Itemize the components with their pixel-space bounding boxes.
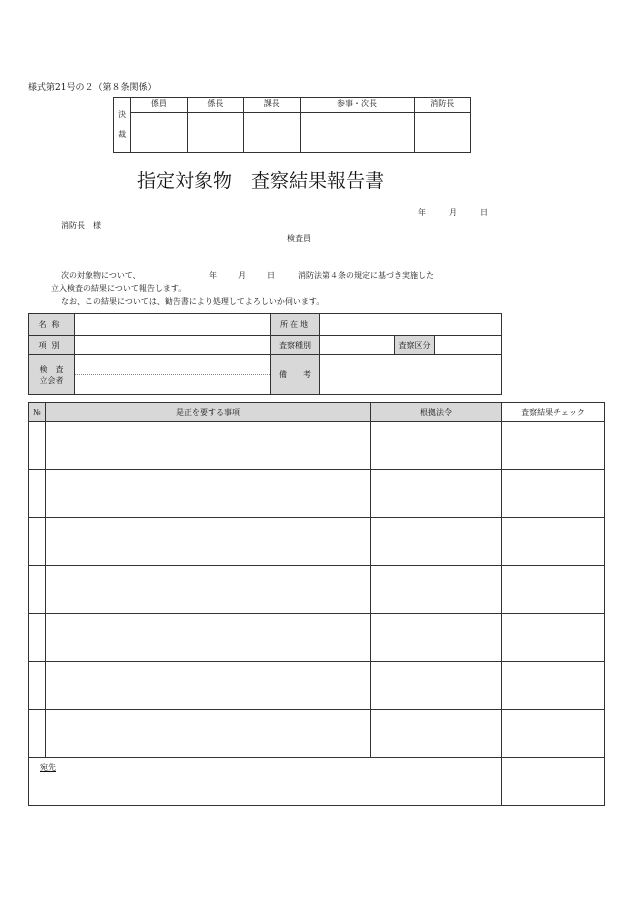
row-legal-basis-cell[interactable]: [371, 470, 502, 518]
row-correction-cell[interactable]: [46, 566, 371, 614]
item-field[interactable]: [75, 336, 271, 355]
table-footer-row: [29, 758, 605, 806]
form-number: 様式第21号の２（第８条関係）: [28, 83, 157, 93]
approval-col-staff: 係員: [131, 98, 187, 113]
approval-box: [113, 97, 471, 153]
row-correction-cell[interactable]: [46, 614, 371, 662]
row-check-cell[interactable]: [502, 710, 605, 758]
table-row: [29, 470, 605, 518]
item-label: 項別: [29, 336, 75, 355]
row-correction-cell[interactable]: [46, 662, 371, 710]
row-correction-cell[interactable]: [46, 518, 371, 566]
table-row: [29, 614, 605, 662]
row-legal-basis-cell[interactable]: [371, 614, 502, 662]
name-label: 名称: [29, 314, 75, 336]
inspection-class-label: 査察区分: [395, 336, 435, 355]
row-correction-cell[interactable]: [46, 470, 371, 518]
approval-stamp-cell[interactable]: [300, 113, 414, 153]
inspection-type-label: 査察種別: [271, 336, 320, 355]
remarks-field[interactable]: [320, 355, 502, 395]
location-label: 所在地: [271, 314, 320, 336]
destination-label: 宛先: [40, 763, 56, 772]
table-row: [29, 710, 605, 758]
witness-label: 検 査 立会者: [29, 355, 75, 395]
approval-col-counselor: 参事・次長: [300, 98, 414, 113]
date-day: 日: [480, 208, 488, 217]
destination-cell[interactable]: [29, 758, 502, 806]
location-field[interactable]: [320, 314, 502, 336]
row-no-cell[interactable]: [29, 422, 46, 470]
table-row: [29, 566, 605, 614]
destination-check-cell[interactable]: [502, 758, 605, 806]
row-legal-basis-cell[interactable]: [371, 710, 502, 758]
approval-stamp-cell[interactable]: [244, 113, 300, 153]
info-table: [28, 313, 502, 395]
table-row: [29, 662, 605, 710]
row-correction-cell[interactable]: [46, 710, 371, 758]
row-check-cell[interactable]: [502, 518, 605, 566]
row-no-cell[interactable]: [29, 710, 46, 758]
row-legal-basis-cell[interactable]: [371, 566, 502, 614]
row-no-cell[interactable]: [29, 614, 46, 662]
body-line1-year: 年: [209, 271, 217, 280]
date-year: 年: [418, 208, 426, 217]
approval-col-chief: 係長: [187, 98, 243, 113]
witness-field-1[interactable]: [75, 355, 271, 375]
witness-field-2[interactable]: [75, 375, 271, 395]
col-header-no: №: [29, 403, 46, 422]
approval-side-label-2: 裁: [118, 130, 127, 139]
row-legal-basis-cell[interactable]: [371, 518, 502, 566]
inspection-class-field[interactable]: [435, 336, 502, 355]
table-row: [29, 518, 605, 566]
row-legal-basis-cell[interactable]: [371, 662, 502, 710]
approval-col-fire-chief: 消防長: [414, 98, 471, 113]
body-line1-day: 日: [267, 271, 275, 280]
row-legal-basis-cell[interactable]: [371, 422, 502, 470]
approval-side-label-1: 決: [118, 110, 127, 119]
body-line3: なお、この結果については、勧告書により処理してよろしいか伺います。: [61, 297, 325, 306]
remarks-label: 備 考: [271, 355, 320, 395]
row-check-cell[interactable]: [502, 614, 605, 662]
page-title: 指定対象物 査察結果報告書: [137, 170, 385, 192]
row-no-cell[interactable]: [29, 662, 46, 710]
col-header-correction: 是正を要する事項: [46, 403, 371, 422]
body-line1-month: 月: [238, 271, 246, 280]
date-month: 月: [449, 208, 457, 217]
row-check-cell[interactable]: [502, 470, 605, 518]
approval-col-section-head: 課長: [244, 98, 300, 113]
body-line2: 立入検査の結果について報告します。: [51, 284, 187, 293]
approval-stamp-cell[interactable]: [414, 113, 471, 153]
row-check-cell[interactable]: [502, 662, 605, 710]
col-header-legal-basis: 根拠法令: [371, 403, 502, 422]
row-no-cell[interactable]: [29, 470, 46, 518]
col-header-check: 査察結果チェック: [502, 403, 605, 422]
table-row: [29, 422, 605, 470]
addressee: 消防長 様: [61, 221, 101, 230]
inspector-label: 検査員: [287, 234, 311, 243]
approval-stamp-cell[interactable]: [131, 113, 187, 153]
row-no-cell[interactable]: [29, 518, 46, 566]
row-check-cell[interactable]: [502, 566, 605, 614]
approval-stamp-cell[interactable]: [187, 113, 243, 153]
findings-table: [28, 402, 605, 806]
row-check-cell[interactable]: [502, 422, 605, 470]
row-correction-cell[interactable]: [46, 422, 371, 470]
body-line1-a: 次の対象物について、: [61, 271, 141, 280]
body-line1-b: 消防法第４条の規定に基づき実施した: [298, 271, 434, 280]
inspection-type-field[interactable]: [320, 336, 395, 355]
name-field[interactable]: [75, 314, 271, 336]
row-no-cell[interactable]: [29, 566, 46, 614]
approval-side-label: [114, 98, 131, 153]
